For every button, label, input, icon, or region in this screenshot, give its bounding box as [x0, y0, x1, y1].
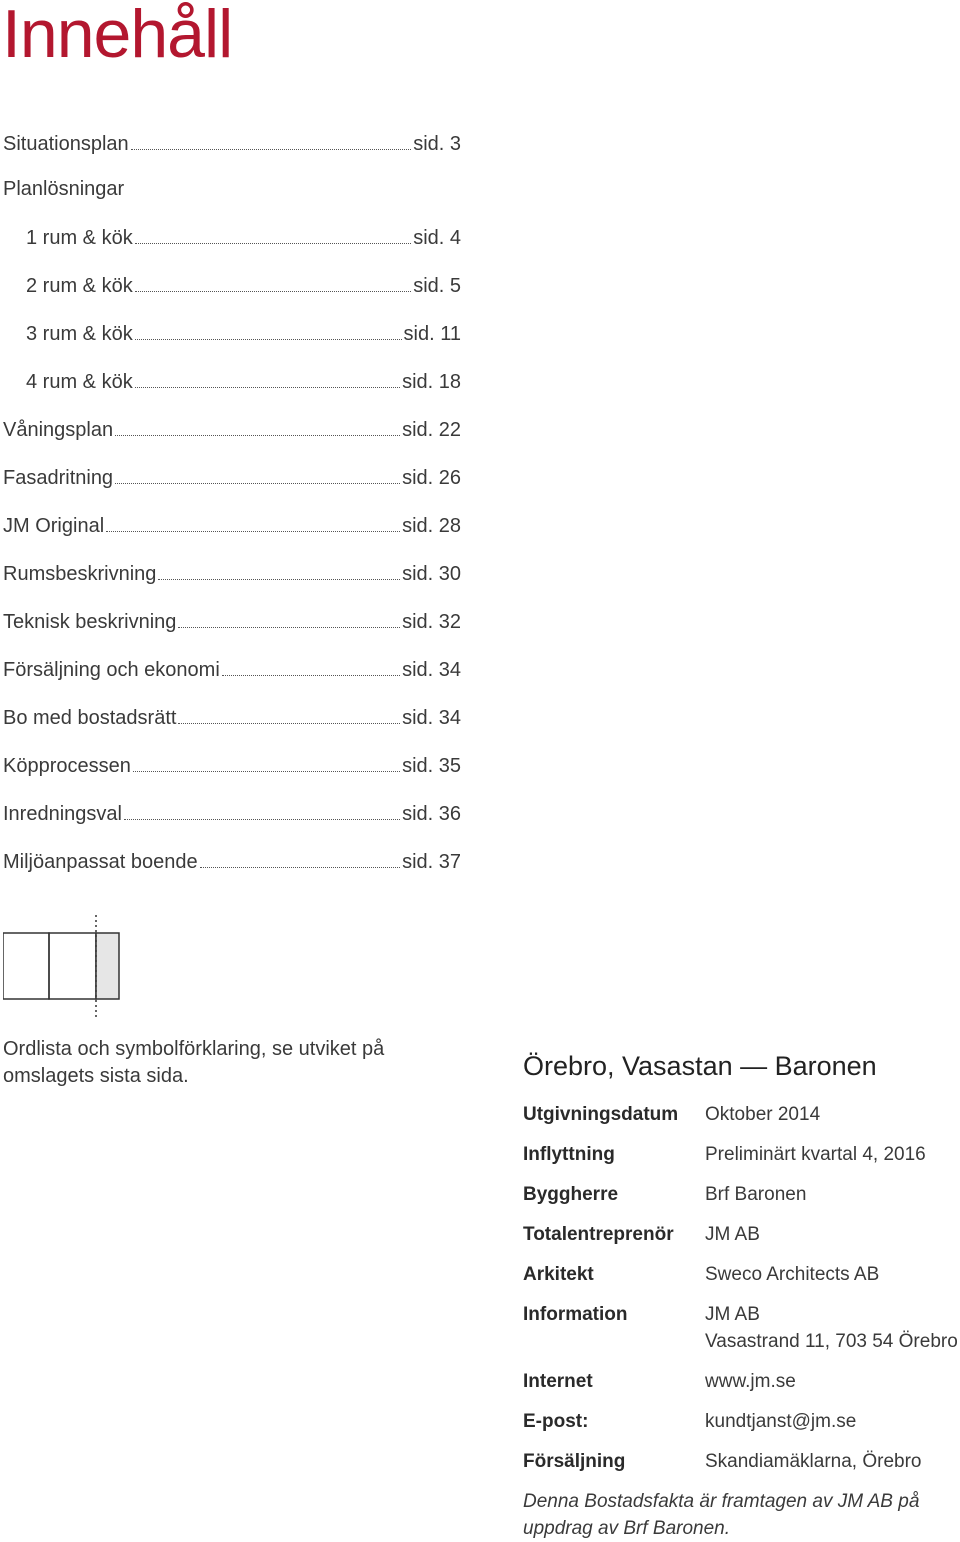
toc-entry-label: Försäljning och ekonomi	[3, 659, 220, 681]
toc-entry[interactable]	[26, 369, 461, 399]
toc-entry-page: sid. 35	[402, 755, 461, 777]
toc-entry[interactable]	[3, 609, 461, 639]
toc-entry-page: sid. 36	[402, 803, 461, 825]
toc-entry[interactable]	[26, 321, 461, 351]
page-title: Innehåll	[2, 0, 233, 72]
toc-entry[interactable]	[3, 513, 461, 543]
toc-leader-dots	[222, 674, 400, 676]
toc-entry[interactable]	[3, 465, 461, 495]
info-value: JM AB	[705, 1224, 760, 1245]
toc-entry-page: sid. 32	[402, 611, 461, 633]
toc-entry-page: sid. 26	[402, 467, 461, 489]
toc-leader-dots	[133, 770, 400, 772]
toc-leader-dots	[115, 434, 400, 436]
info-key: Byggherre	[523, 1184, 619, 1205]
info-key: Totalentreprenör	[523, 1224, 674, 1245]
project-title: Örebro, Vasastan — Baronen	[523, 1051, 877, 1081]
toc-leader-dots	[135, 290, 411, 292]
info-key: Utgivningsdatum	[523, 1104, 679, 1125]
toc-entry[interactable]	[3, 801, 461, 831]
toc-entry[interactable]	[26, 273, 461, 303]
toc-leader-dots	[200, 866, 400, 868]
toc-entry[interactable]	[3, 417, 461, 447]
toc-entry-page: sid. 22	[402, 419, 461, 441]
toc-entry-label: JM Original	[3, 515, 105, 537]
info-key: Information	[523, 1304, 628, 1325]
toc-entry-situationsplan[interactable]	[3, 131, 461, 161]
toc-entry-page: sid. 34	[402, 659, 461, 681]
toc-leader-dots	[158, 578, 400, 580]
toc-entry-label: 3 rum & kök	[26, 323, 133, 345]
toc-entry-page: sid. 34	[402, 707, 461, 729]
footer-note: Denna Bostadsfakta är framtagen av JM AB på uppdrag av Brf Baronen.	[523, 1491, 920, 1539]
toc-entry-label: Våningsplan	[3, 419, 114, 441]
toc-leader-dots	[135, 338, 402, 340]
toc-entry[interactable]	[3, 561, 461, 591]
toc-entry-label: 2 rum & kök	[26, 275, 133, 297]
info-key: Försäljning	[523, 1451, 626, 1472]
toc-leader-dots	[135, 242, 411, 244]
toc-entry[interactable]	[3, 849, 461, 879]
toc-entry-label: Bo med bostadsrätt	[3, 707, 177, 729]
toc-entry-page: sid. 5	[413, 275, 461, 297]
info-value: Preliminärt kvartal 4, 2016	[705, 1144, 926, 1165]
toc-entry-page: sid. 28	[402, 515, 461, 537]
info-value-address: Vasastrand 11, 703 54 Örebro	[705, 1331, 958, 1352]
toc-entry-page: sid. 11	[403, 323, 461, 345]
info-value: Oktober 2014	[705, 1104, 821, 1125]
toc-entry-label: Fasadritning	[3, 467, 114, 489]
toc-entry-page: sid. 3	[413, 133, 461, 155]
toc-entry[interactable]	[3, 657, 461, 687]
info-key: Internet	[523, 1371, 593, 1392]
toc-leader-dots	[106, 530, 400, 532]
toc-entry-page: sid. 37	[402, 851, 461, 873]
toc-entry-label: Rumsbeskrivning	[3, 563, 157, 585]
info-value: Brf Baronen	[705, 1184, 807, 1205]
toc-entry-label: Miljöanpassat boende	[3, 851, 198, 873]
toc-entry-label: Inredningsval	[3, 803, 122, 825]
info-key: Inflyttning	[523, 1144, 615, 1165]
toc-entry-label: Situationsplan	[3, 133, 129, 155]
fold-out-symbol-icon	[3, 915, 121, 1019]
toc-leader-dots	[115, 482, 400, 484]
toc-entry-page: sid. 30	[402, 563, 461, 585]
glossary-note: Ordlista och symbolförklaring, se utviket på omslagets sista sida.	[3, 1038, 385, 1087]
toc-leader-dots	[178, 626, 400, 628]
toc-entry[interactable]	[3, 753, 461, 783]
toc-entry[interactable]	[3, 705, 461, 735]
toc-leader-dots	[178, 722, 400, 724]
toc-entry[interactable]	[26, 225, 461, 255]
info-value: JM AB	[705, 1304, 760, 1325]
toc-entry-page: sid. 4	[413, 227, 461, 249]
toc-entry-label: Köpprocessen	[3, 755, 131, 777]
info-value: Sweco Architects AB	[705, 1264, 880, 1285]
toc-leader-dots	[135, 386, 400, 388]
info-key: E-post:	[523, 1411, 589, 1432]
toc-entry-label: 1 rum & kök	[26, 227, 133, 249]
info-value: Skandiamäklarna, Örebro	[705, 1451, 922, 1472]
email-link[interactable]: kundtjanst@jm.se	[705, 1411, 857, 1432]
info-key: Arkitekt	[523, 1264, 594, 1285]
toc-heading-planlosningar: Planlösningar	[3, 178, 125, 200]
toc-entry-page: sid. 18	[402, 371, 461, 393]
website-link[interactable]: www.jm.se	[705, 1371, 796, 1392]
toc-entry-label: 4 rum & kök	[26, 371, 133, 393]
toc-leader-dots	[124, 818, 400, 820]
toc-entry-label: Teknisk beskrivning	[3, 611, 177, 633]
toc-leader-dots	[131, 148, 412, 150]
